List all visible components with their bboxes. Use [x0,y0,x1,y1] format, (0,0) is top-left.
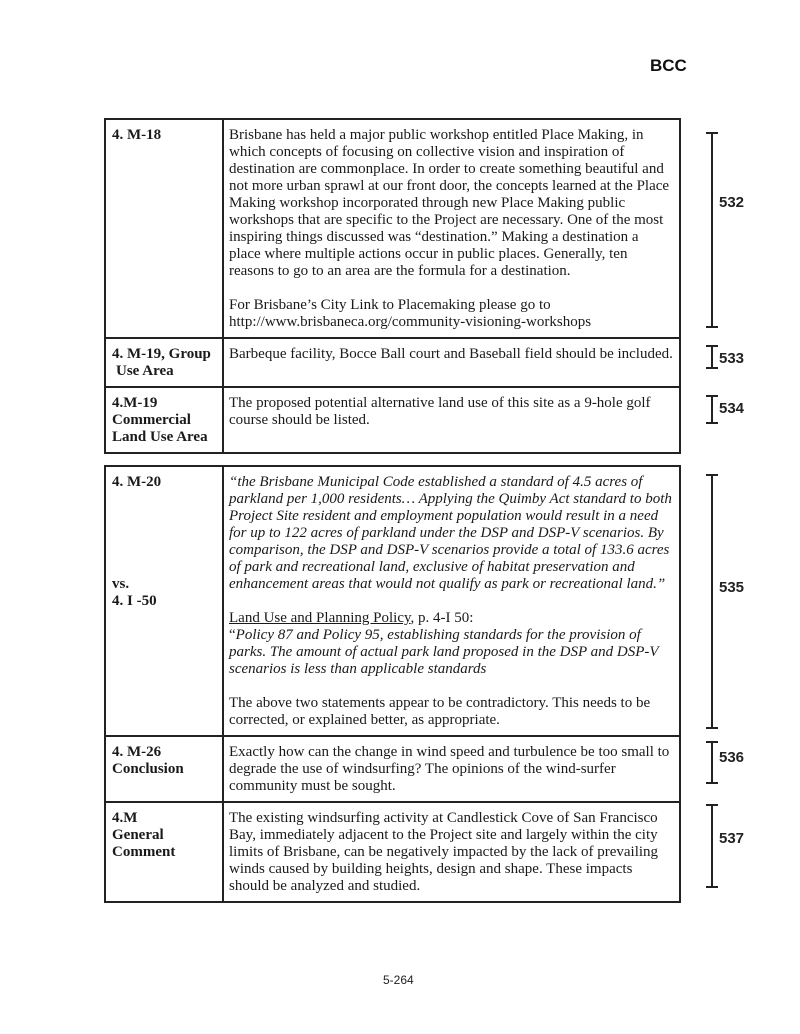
quote-mark: “ [229,627,236,643]
comment-text: The proposed potential alternative land use of this site as a 9-hole golf course should be listed. [229,395,651,428]
comment-bracket-535 [706,474,718,729]
comment-number: 537 [719,830,745,847]
reference-cell [105,387,223,453]
comment-cell [223,387,680,453]
reference-label: 4. I -50 [112,593,157,609]
comment-bracket-533 [706,345,718,369]
comment-text: Exactly how can the change in wind speed and turbulence be too small to degrade the use of windsurfing? The opinions of the wind-surfer community must be sought. [229,744,670,794]
table-row [105,736,680,802]
table-row [105,466,680,736]
policy-title: Land Use and Planning Policy [229,610,411,626]
comment-cell [223,466,680,736]
comment-bracket-532 [706,132,718,328]
table-row [105,338,680,387]
comments-table-2 [104,465,681,903]
policy-quote [229,627,673,678]
reference-cell [105,466,223,736]
reference-label: Commercial [112,412,191,428]
reference-label: 4. M-18 [112,127,162,143]
comment-cell [223,119,680,338]
reference-label: Conclusion [112,761,184,777]
reference-label: Comment [112,844,176,860]
table-row [105,387,680,453]
comment-number: 533 [719,350,745,367]
comment-text: The above two statements appear to be contradictory. This needs to be corrected, or explained better, as appropriate. [229,695,651,728]
comment-bracket-534 [706,395,718,424]
reference-label: 4.M-19 [112,395,158,411]
table-row [105,802,680,902]
comment-cell [223,802,680,902]
comment-number: 534 [719,400,745,417]
comment-text: The existing windsurfing activity at Candlestick Cove of San Francisco Bay, immediately adjacent to the Project site and largely within the city limits of Brisbane, can be negatively impacted by the lack of prevailing winds caused by building heights, design and shape. These impacts should be analyzed and studied. [229,810,659,894]
reference-cell [105,119,223,338]
table-row [105,119,680,338]
reference-label: 4. M-19, Group [112,346,211,362]
reference-cell [105,338,223,387]
comment-number: 536 [719,749,745,766]
reference-label: Use Area [116,363,174,379]
reference-cell [105,802,223,902]
page-number: 5-264 [383,973,414,987]
comment-text: Barbeque facility, Bocce Ball court and Baseball field should be included. [229,346,673,362]
policy-quote-text: Policy 87 and Policy 95, establishing standards for the provision of parks. The amount of actual park land proposed in the DSP and DSP-V scenarios is less than applicable standards [229,627,659,677]
reference-label: vs. [112,576,130,592]
reference-cell [105,736,223,802]
comment-text: Brisbane has held a major public workshop entitled Place Making, in which concepts of focusing on collective vision and inspiration of destination are commonplace. In order to create something beautiful and not more urban sprawl at our front door, the concepts learned at the Place Making workshop incorporated through new Place Making public workshops that are specific to the Project are necessary. One of the most inspiring things discussed was “destination.” Making a destination a place where multiple actions occur in public places. Generally, ten reasons to go to an area are the formula for a destination. [229,127,670,279]
quoted-text: “the Brisbane Municipal Code established a standard of 4.5 acres of parkland per 1,000 residents… Applying the Quimby Act standard to both Project Site resident and employment population would result in a need for up to 122 acres of parkland under the DSP and DSP-V scenarios. By comparison, the DSP and DSP-V scenarios provide a total of 133.6 acres of park and recreational land, exclusive of habitat preservation and enhancement areas that would not qualify as park or recreational land.” [229,474,672,592]
comment-bracket-537 [706,804,718,888]
comment-number: 535 [719,579,745,596]
reference-label: General [112,827,164,843]
comments-table-1 [104,118,681,454]
policy-reference: , p. 4-I 50: [410,610,474,626]
comment-number: 532 [719,194,745,211]
comment-link-text: For Brisbane’s City Link to Placemaking please go to http://www.brisbaneca.org/community-visioning-workshops [229,297,592,330]
reference-label: 4. M-20 [112,474,162,490]
comment-bracket-536 [706,741,718,784]
comment-cell [223,736,680,802]
policy-citation [229,610,673,627]
document-header-org: BCC [650,56,687,75]
comment-cell [223,338,680,387]
reference-label: 4. M-26 [112,744,162,760]
reference-label: Land Use Area [112,429,208,445]
reference-label: 4.M [112,810,138,826]
